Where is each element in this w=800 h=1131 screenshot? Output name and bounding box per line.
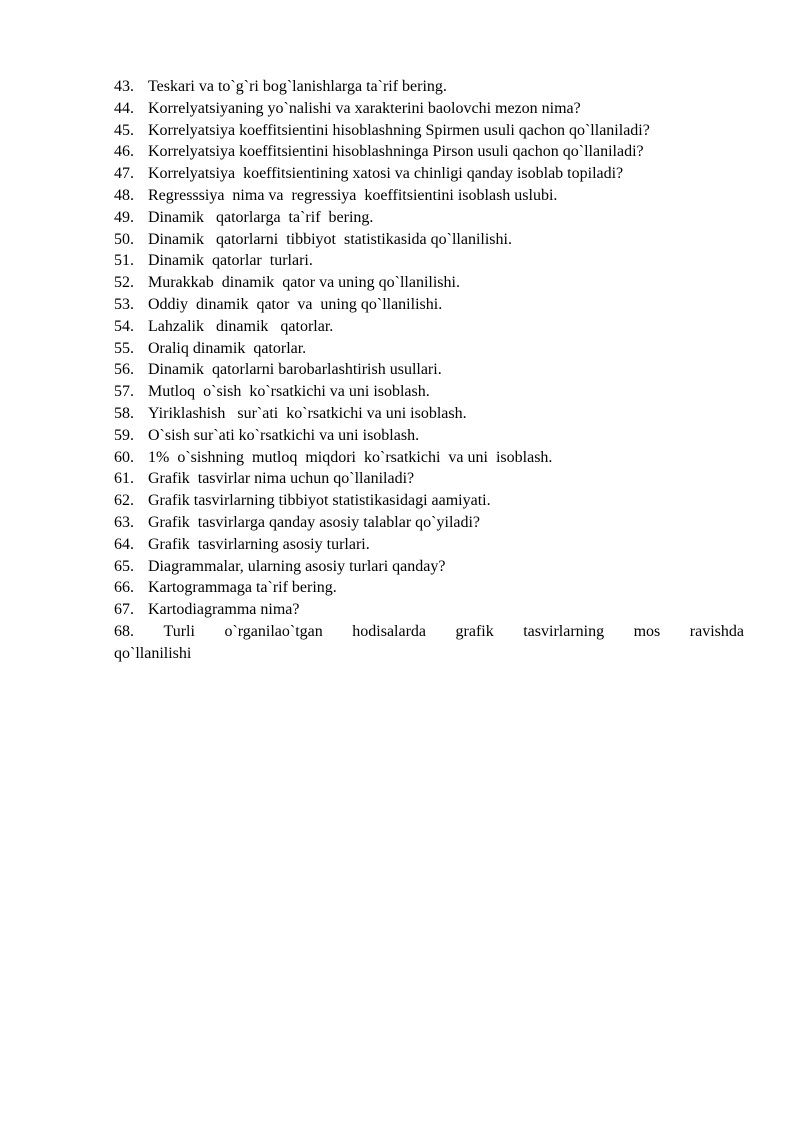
list-item — [114, 599, 744, 621]
question-text: Grafik tasvirlarga qanday asosiy talablar qo`yiladi? — [148, 513, 481, 531]
question-number: 67. — [114, 601, 134, 619]
question-number: 51. — [114, 252, 134, 270]
question-word: grafik — [455, 622, 494, 640]
last-question-line-1 — [114, 621, 744, 643]
question-number: 48. — [114, 186, 134, 204]
list-item — [114, 468, 744, 490]
list-item — [114, 338, 744, 360]
question-number: 54. — [114, 317, 134, 335]
question-word: o`rganilao`tgan — [224, 622, 323, 640]
question-number: 57. — [114, 383, 134, 401]
list-item — [114, 250, 744, 272]
question-number: 50. — [114, 230, 134, 248]
question-text: Teskari va to`g`ri bog`lanishlarga ta`rif bering. — [148, 78, 447, 95]
question-text: Diagrammalar, ularning asosiy turlari qanday? — [148, 557, 446, 575]
list-item — [114, 163, 744, 185]
question-text: Lahzalik dinamik qatorlar. — [148, 317, 334, 335]
question-number: 65. — [114, 557, 134, 575]
question-text: Dinamik qatorlarga ta`rif bering. — [148, 208, 374, 226]
question-number: 58. — [114, 404, 134, 422]
question-text: O`sish sur`ati ko`rsatkichi va uni isoblash. — [148, 426, 420, 444]
question-number: 62. — [114, 492, 134, 510]
question-text: Korrelyatsiya koeffitsientining xatosi va chinligi qanday isoblab topiladi? — [148, 165, 624, 183]
question-word: tasvirlarning — [523, 622, 605, 640]
list-item — [114, 98, 744, 120]
question-number: 52. — [114, 274, 134, 292]
question-text: Mutloq o`sish ko`rsatkichi va uni isoblash. — [148, 383, 430, 401]
question-text: Dinamik qatorlar turlari. — [148, 252, 313, 270]
list-item — [114, 447, 744, 469]
question-number: 45. — [114, 121, 134, 139]
question-number: 63. — [114, 513, 134, 531]
list-item — [114, 577, 744, 599]
question-text: Korrelyatsiya koeffitsientini hisoblashning Spirmen usuli qachon qo`llaniladi? — [148, 121, 650, 139]
question-word: mos — [633, 622, 661, 640]
list-item — [114, 207, 744, 229]
list-item — [114, 120, 744, 142]
list-item — [114, 490, 744, 512]
question-list — [114, 76, 744, 665]
question-text: Oraliq dinamik qatorlar. — [148, 339, 307, 357]
question-number: 49. — [114, 208, 134, 226]
question-text: Korrelyatsiyaning yo`nalishi va xarakterini baolovchi mezon nima? — [148, 99, 581, 117]
question-text: Grafik tasvirlarning asosiy turlari. — [148, 535, 370, 553]
question-text: Yiriklashish sur`ati ko`rsatkichi va uni isoblash. — [148, 404, 467, 422]
list-item — [114, 403, 744, 425]
question-word: ravishda — [689, 622, 744, 640]
question-text: 1% o`sishning mutloq miqdori ko`rsatkichi va uni isoblash. — [148, 448, 553, 466]
question-word: Turli — [163, 622, 195, 640]
question-number: 59. — [114, 426, 134, 444]
list-item — [114, 76, 744, 98]
list-item — [114, 512, 744, 534]
question-number: 43. — [114, 78, 134, 95]
list-item — [114, 185, 744, 207]
list-item — [114, 425, 744, 447]
question-number: 46. — [114, 143, 134, 161]
question-number: 55. — [114, 339, 134, 357]
question-text: Dinamik qatorlarni tibbiyot statistikasida qo`llanilishi. — [148, 230, 512, 248]
list-item — [114, 534, 744, 556]
list-item — [114, 294, 744, 316]
question-text: Dinamik qatorlarni barobarlashtirish usullari. — [148, 361, 442, 379]
question-text: Grafik tasvirlar nima uchun qo`llaniladi? — [148, 470, 415, 488]
question-text: Murakkab dinamik qator va uning qo`llanilishi. — [148, 274, 460, 292]
question-number: 56. — [114, 361, 134, 379]
question-number: 61. — [114, 470, 134, 488]
question-text: Oddiy dinamik qator va uning qo`llanilishi. — [148, 295, 443, 313]
question-text: Kartogrammaga ta`rif bering. — [148, 579, 337, 597]
list-item — [114, 556, 744, 578]
list-item-last — [114, 621, 744, 665]
question-number: 53. — [114, 295, 134, 313]
question-number: 68. — [114, 622, 134, 640]
list-item — [114, 141, 744, 163]
question-text: Korrelyatsiya koeffitsientini hisoblashninga Pirson usuli qachon qo`llaniladi? — [148, 143, 644, 161]
question-text: Grafik tasvirlarning tibbiyot statistikasidagi aamiyati. — [148, 492, 491, 510]
list-item — [114, 272, 744, 294]
question-text: Regresssiya nima va regressiya koeffitsientini isoblash uslubi. — [148, 186, 558, 204]
question-number: 66. — [114, 579, 134, 597]
list-item — [114, 381, 744, 403]
last-question-line-2: qo`llanilishi — [114, 644, 192, 662]
list-item — [114, 229, 744, 251]
question-number: 44. — [114, 99, 134, 117]
question-number: 64. — [114, 535, 134, 553]
question-number: 60. — [114, 448, 134, 466]
question-number: 47. — [114, 165, 134, 183]
question-text: Kartodiagramma nima? — [148, 601, 300, 619]
list-item — [114, 359, 744, 381]
question-word: hodisalarda — [352, 622, 427, 640]
list-item — [114, 316, 744, 338]
